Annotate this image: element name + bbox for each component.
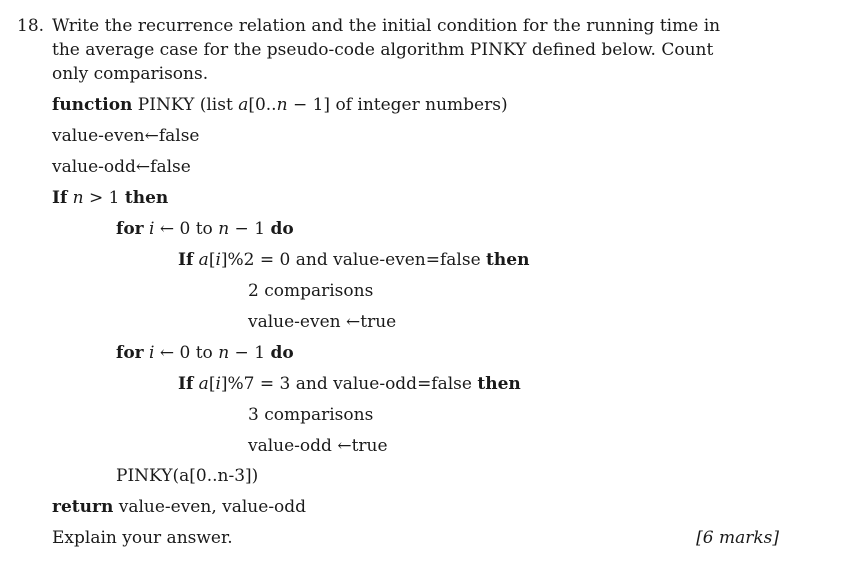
if-odd-line	[178, 374, 521, 394]
if-even-condition: ]%2 = 0 and value-even=false	[220, 250, 487, 270]
if-condition-line	[52, 188, 168, 208]
return-line	[52, 497, 306, 517]
if-odd-bracket: [	[208, 374, 216, 394]
function-keyword: function	[52, 95, 133, 115]
if-keyword-even: If	[178, 250, 194, 270]
value-odd-init: value-odd←false	[52, 157, 191, 177]
do-keyword-2: do	[270, 343, 294, 363]
for-loop-1	[116, 219, 294, 239]
if-keyword: If	[52, 188, 68, 208]
question-number: 18.	[17, 16, 45, 36]
marks-label: [6 marks]	[696, 528, 779, 548]
if-var-n: n	[72, 188, 84, 208]
recursive-call: PINKY(a[0..n-3])	[116, 466, 259, 486]
value-even-init: value-even←false	[52, 126, 200, 146]
for-range-end-2: − 1	[229, 343, 271, 363]
for-var-i-1: i	[149, 219, 155, 239]
if-comparison: > 1	[83, 188, 125, 208]
function-name-text: PINKY (list	[132, 95, 239, 115]
do-keyword-1: do	[270, 219, 294, 239]
if-odd-condition: ]%7 = 3 and value-odd=false	[220, 374, 478, 394]
then-keyword-even: then	[486, 250, 530, 270]
if-even-line	[178, 250, 529, 270]
for-range-start-1: ← 0 to	[154, 219, 219, 239]
if-odd-var-a: a	[198, 374, 209, 394]
comparisons-note-1: 2 comparisons	[248, 281, 374, 301]
if-even-var-a: a	[198, 250, 209, 270]
for-keyword-1: for	[116, 219, 144, 239]
then-keyword-odd: then	[477, 374, 521, 394]
if-even-bracket: [	[208, 250, 216, 270]
return-keyword: return	[52, 497, 114, 517]
for-var-n-1: n	[218, 219, 230, 239]
for-var-n-2: n	[218, 343, 230, 363]
assign-value-even: value-even ←true	[248, 312, 397, 332]
function-param-range: [0..	[248, 95, 277, 115]
return-values: value-even, value-odd	[113, 497, 307, 517]
function-signature	[52, 95, 508, 115]
question-text-line-2: the average case for the pseudo-code algorithm PINKY defined below. Count	[52, 40, 714, 60]
for-range-end-1: − 1	[229, 219, 271, 239]
function-param-n: n	[276, 95, 288, 115]
question-text-line-3: only comparisons.	[52, 64, 209, 84]
if-even-var-i: i	[215, 250, 221, 270]
function-param-a: a	[238, 95, 249, 115]
for-range-start-2: ← 0 to	[154, 343, 219, 363]
explain-instruction: Explain your answer.	[52, 528, 233, 548]
if-odd-var-i: i	[215, 374, 221, 394]
comparisons-note-2: 3 comparisons	[248, 405, 374, 425]
if-keyword-odd: If	[178, 374, 194, 394]
function-param-type: − 1] of integer numbers)	[287, 95, 508, 115]
assign-value-odd: value-odd ←true	[248, 436, 388, 456]
then-keyword: then	[124, 188, 169, 208]
for-loop-2	[116, 343, 294, 363]
for-keyword-2: for	[116, 343, 144, 363]
question-text-line-1: Write the recurrence relation and the initial condition for the running time in	[52, 16, 721, 36]
for-var-i-2: i	[149, 343, 155, 363]
